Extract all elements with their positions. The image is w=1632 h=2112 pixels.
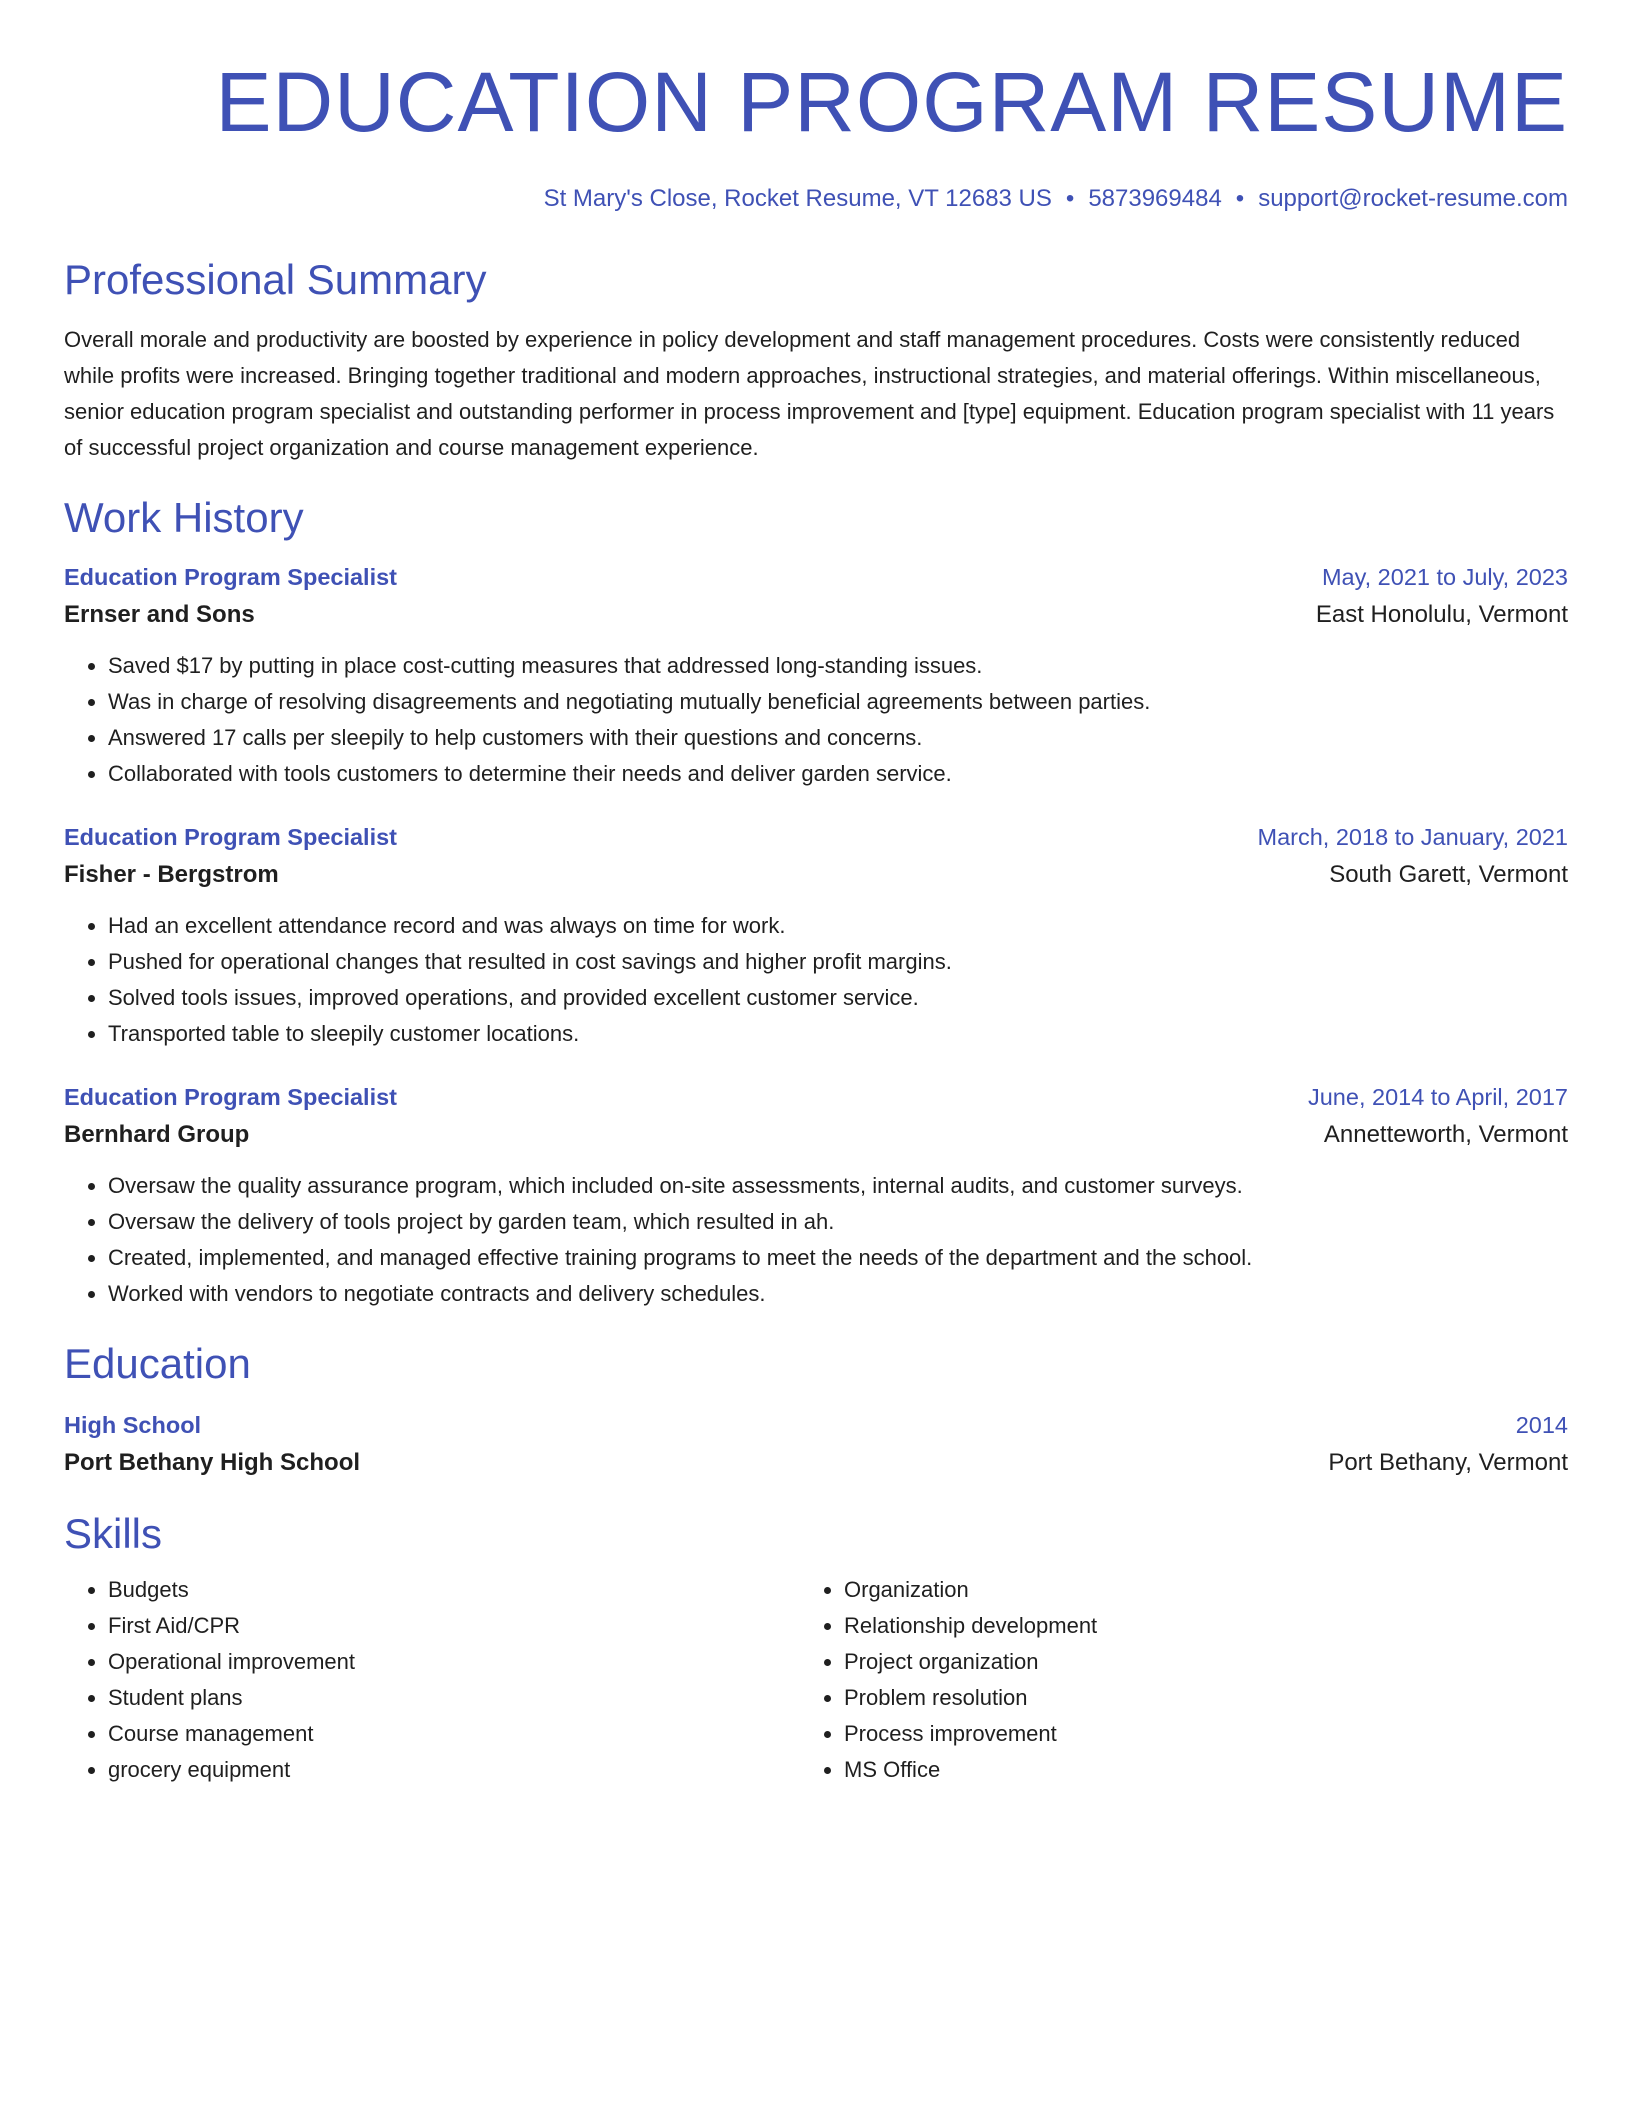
skill-item: • Operational improvement xyxy=(108,1644,800,1680)
job-subheader xyxy=(64,856,1568,894)
education-school: Port Bethany High School xyxy=(64,1449,361,1476)
contact-email: support@rocket-resume.com xyxy=(1258,185,1568,212)
work-history-section xyxy=(64,492,1568,1312)
skill-item: • MS Office xyxy=(844,1752,1536,1788)
job-header xyxy=(64,558,1568,596)
education-location: Port Bethany, Vermont xyxy=(1328,1449,1568,1476)
job-bullet: • Saved $17 by putting in place cost-cutting measures that addressed long-standing issues. xyxy=(108,648,1568,684)
job-header xyxy=(64,1078,1568,1116)
job-entry xyxy=(64,558,1568,792)
job-bullet: • Transported table to sleepily customer locations. xyxy=(108,1016,1568,1052)
summary-section xyxy=(64,254,1568,466)
summary-heading: Professional Summary xyxy=(64,256,487,303)
skills-list-left xyxy=(64,1572,800,1788)
job-dates: March, 2018 to January, 2021 xyxy=(1257,824,1568,850)
skill-item: • Process improvement xyxy=(844,1716,1536,1752)
resume-header xyxy=(64,54,1568,214)
education-header xyxy=(64,1406,1568,1444)
job-location: Annetteworth, Vermont xyxy=(1323,1121,1568,1148)
job-dates: June, 2014 to April, 2017 xyxy=(1307,1084,1568,1110)
contact-separator: • xyxy=(1235,185,1245,212)
job-entry xyxy=(64,1078,1568,1312)
skills-section xyxy=(64,1508,1568,1788)
job-company: Fisher - Bergstrom xyxy=(64,861,279,888)
job-bullet: • Had an excellent attendance record and was always on time for work. xyxy=(108,908,1568,944)
education-heading: Education xyxy=(64,1340,251,1387)
job-bullet: • Was in charge of resolving disagreements and negotiating mutually beneficial agreements between parties. xyxy=(108,684,1568,720)
job-bullets xyxy=(64,648,1568,792)
summary-text: Overall morale and productivity are boosted by experience in policy development and staff management procedures. Costs were consistently reduced while profits were increased. Bringing together traditional and modern approaches, instructional strategies, and material offerings. Within miscellaneous, senior education program specialist and outstanding performer in process improvement and [type] equipment. Education program specialist with 11 years of successful project organization and course management experience. xyxy=(64,327,1555,460)
skills-list-right xyxy=(800,1572,1536,1788)
skills-heading: Skills xyxy=(64,1510,163,1557)
skill-item: • Organization xyxy=(844,1572,1536,1608)
education-entry xyxy=(64,1406,1568,1482)
job-bullet: • Collaborated with tools customers to determine their needs and deliver garden service. xyxy=(108,756,1568,792)
job-company: Bernhard Group xyxy=(64,1121,250,1148)
job-title: Education Program Specialist xyxy=(64,824,398,850)
education-subheader xyxy=(64,1444,1568,1482)
skills-columns xyxy=(64,1572,1568,1788)
job-bullet: • Oversaw the quality assurance program, which included on-site assessments, internal audits, and customer surveys. xyxy=(108,1168,1568,1204)
job-bullet: • Oversaw the delivery of tools project by garden team, which resulted in ah. xyxy=(108,1204,1568,1240)
skill-item: • Student plans xyxy=(108,1680,800,1716)
job-location: East Honolulu, Vermont xyxy=(1315,601,1568,628)
skill-item: • Budgets xyxy=(108,1572,800,1608)
education-degree: High School xyxy=(64,1412,202,1438)
job-bullets xyxy=(64,908,1568,1052)
skill-item: • Course management xyxy=(108,1716,800,1752)
skill-item: • Problem resolution xyxy=(844,1680,1536,1716)
job-bullet: • Solved tools issues, improved operations, and provided excellent customer service. xyxy=(108,980,1568,1016)
contact-address: St Mary's Close, Rocket Resume, VT 12683 US xyxy=(543,185,1052,212)
contact-line xyxy=(64,184,1568,214)
job-bullet: • Pushed for operational changes that resulted in cost savings and higher profit margins. xyxy=(108,944,1568,980)
education-section xyxy=(64,1338,1568,1482)
contact-phone: 5873969484 xyxy=(1088,185,1222,212)
job-title: Education Program Specialist xyxy=(64,564,398,590)
job-bullet: • Created, implemented, and managed effective training programs to meet the needs of the department and the school. xyxy=(108,1240,1568,1276)
job-entry xyxy=(64,818,1568,1052)
job-header xyxy=(64,818,1568,856)
contact-separator: • xyxy=(1065,185,1075,212)
job-dates: May, 2021 to July, 2023 xyxy=(1321,564,1568,590)
skill-item: • grocery equipment xyxy=(108,1752,800,1788)
job-title: Education Program Specialist xyxy=(64,1084,398,1110)
skill-item: • First Aid/CPR xyxy=(108,1608,800,1644)
job-location: South Garett, Vermont xyxy=(1329,861,1568,888)
skill-item: • Relationship development xyxy=(844,1608,1536,1644)
resume-name: EDUCATION PROGRAM RESUME xyxy=(215,55,1568,149)
education-year: 2014 xyxy=(1515,1412,1568,1438)
job-bullet: • Answered 17 calls per sleepily to help customers with their questions and concerns. xyxy=(108,720,1568,756)
job-subheader xyxy=(64,596,1568,634)
job-bullet: • Worked with vendors to negotiate contracts and delivery schedules. xyxy=(108,1276,1568,1312)
job-company: Ernser and Sons xyxy=(64,601,255,628)
work-history-heading: Work History xyxy=(64,494,304,541)
job-bullets xyxy=(64,1168,1568,1312)
job-subheader xyxy=(64,1116,1568,1154)
skill-item: • Project organization xyxy=(844,1644,1536,1680)
